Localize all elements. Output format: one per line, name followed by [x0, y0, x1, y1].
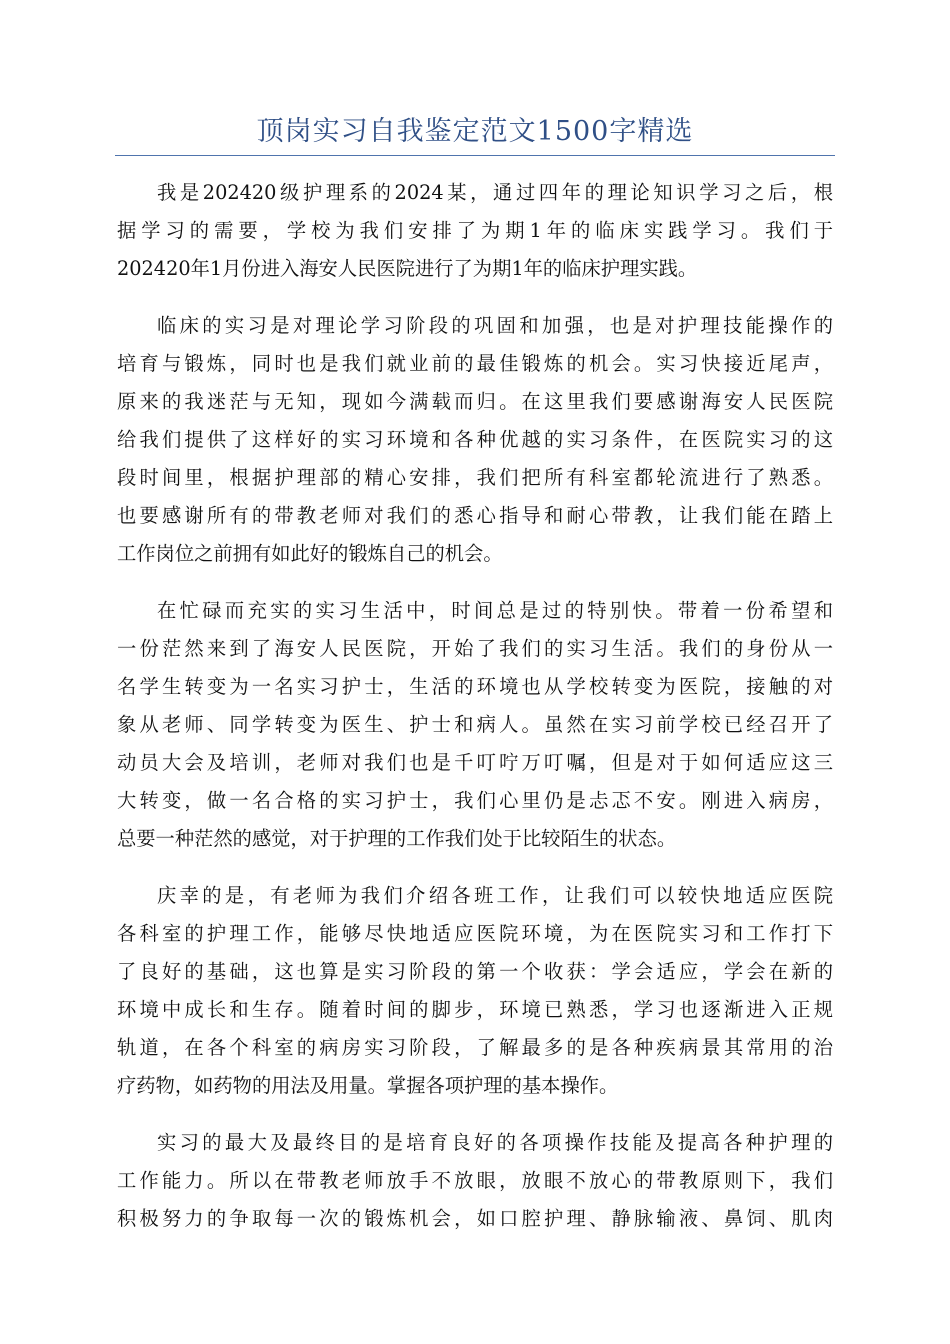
- paragraph-line: 庆幸的是，有老师为我们介绍各班工作，让我们可以较快地适应医院: [157, 884, 833, 907]
- paragraph-line: 环境中成长和生存。随着时间的脚步，环境已熟悉，学习也逐渐进入正规: [117, 998, 833, 1021]
- paragraph-line: 积极努力的争取每一次的锻炼机会，如口腔护理、静脉输液、鼻饲、肌肉: [117, 1207, 833, 1230]
- paragraph-line: 培育与锻炼，同时也是我们就业前的最佳锻炼的机会。实习快接近尾声，: [117, 352, 833, 375]
- document-body: [117, 174, 833, 1257]
- paragraph: [117, 1124, 833, 1238]
- paragraph-line: 工作岗位之前拥有如此好的锻炼自己的机会。: [117, 542, 503, 565]
- paragraph-line: 202420年1月份进入海安人民医院进行了为期1年的临床护理实践。: [117, 257, 698, 280]
- paragraph: [117, 307, 833, 573]
- paragraph-line: 临床的实习是对理论学习阶段的巩固和加强，也是对护理技能操作的: [157, 314, 833, 337]
- paragraph-line: 段时间里，根据护理部的精心安排，我们把所有科室都轮流进行了熟悉。: [117, 466, 833, 489]
- paragraph-line: 总要一种茫然的感觉，对于护理的工作我们处于比较陌生的状态。: [117, 827, 677, 850]
- paragraph-line: 一份茫然来到了海安人民医院，开始了我们的实习生活。我们的身份从一: [117, 637, 833, 660]
- paragraph-line: 原来的我迷茫与无知，现如今满载而归。在这里我们要感谢海安人民医院: [117, 390, 833, 413]
- paragraph-line: 大转变，做一名合格的实习护士，我们心里仍是忐忑不安。刚进入病房，: [117, 789, 833, 812]
- paragraph-line: 象从老师、同学转变为医生、护士和病人。虽然在实习前学校已经召开了: [117, 713, 833, 736]
- paragraph-line: 实习的最大及最终目的是培育良好的各项操作技能及提高各种护理的: [157, 1131, 833, 1154]
- paragraph-line: 在忙碌而充实的实习生活中，时间总是过的特别快。带着一份希望和: [157, 599, 833, 622]
- paragraph-line: 疗药物，如药物的用法及用量。掌握各项护理的基本操作。: [117, 1074, 619, 1097]
- title-underline: [115, 155, 835, 156]
- paragraph-line: 名学生转变为一名实习护士，生活的环境也从学校转变为医院，接触的对: [117, 675, 833, 698]
- paragraph: [117, 877, 833, 1105]
- paragraph-line: 也要感谢所有的带教老师对我们的悉心指导和耐心带教，让我们能在踏上: [117, 504, 833, 527]
- paragraph: [117, 592, 833, 858]
- paragraph-line: 我是202420级护理系的2024某，通过四年的理论知识学习之后，根: [157, 181, 833, 204]
- paragraph-line: 了良好的基础，这也算是实习阶段的第一个收获：学会适应，学会在新的: [117, 960, 833, 983]
- document-title: 顶岗实习自我鉴定范文1500字精选: [256, 116, 694, 147]
- paragraph-line: 给我们提供了这样好的实习环境和各种优越的实习条件，在医院实习的这: [117, 428, 833, 451]
- paragraph-line: 各科室的护理工作，能够尽快地适应医院环境，为在医院实习和工作打下: [117, 922, 833, 945]
- paragraph-line: 动员大会及培训，老师对我们也是千叮咛万叮嘱，但是对于如何适应这三: [117, 751, 833, 774]
- paragraph-line: 轨道，在各个科室的病房实习阶段，了解最多的是各种疾病景其常用的治: [117, 1036, 833, 1059]
- paragraph-line: 据学习的需要，学校为我们安排了为期1年的临床实践学习。我们于: [117, 219, 833, 242]
- paragraph: [117, 174, 833, 288]
- paragraph-line: 工作能力。所以在带教老师放手不放眼，放眼不放心的带教原则下，我们: [117, 1169, 833, 1192]
